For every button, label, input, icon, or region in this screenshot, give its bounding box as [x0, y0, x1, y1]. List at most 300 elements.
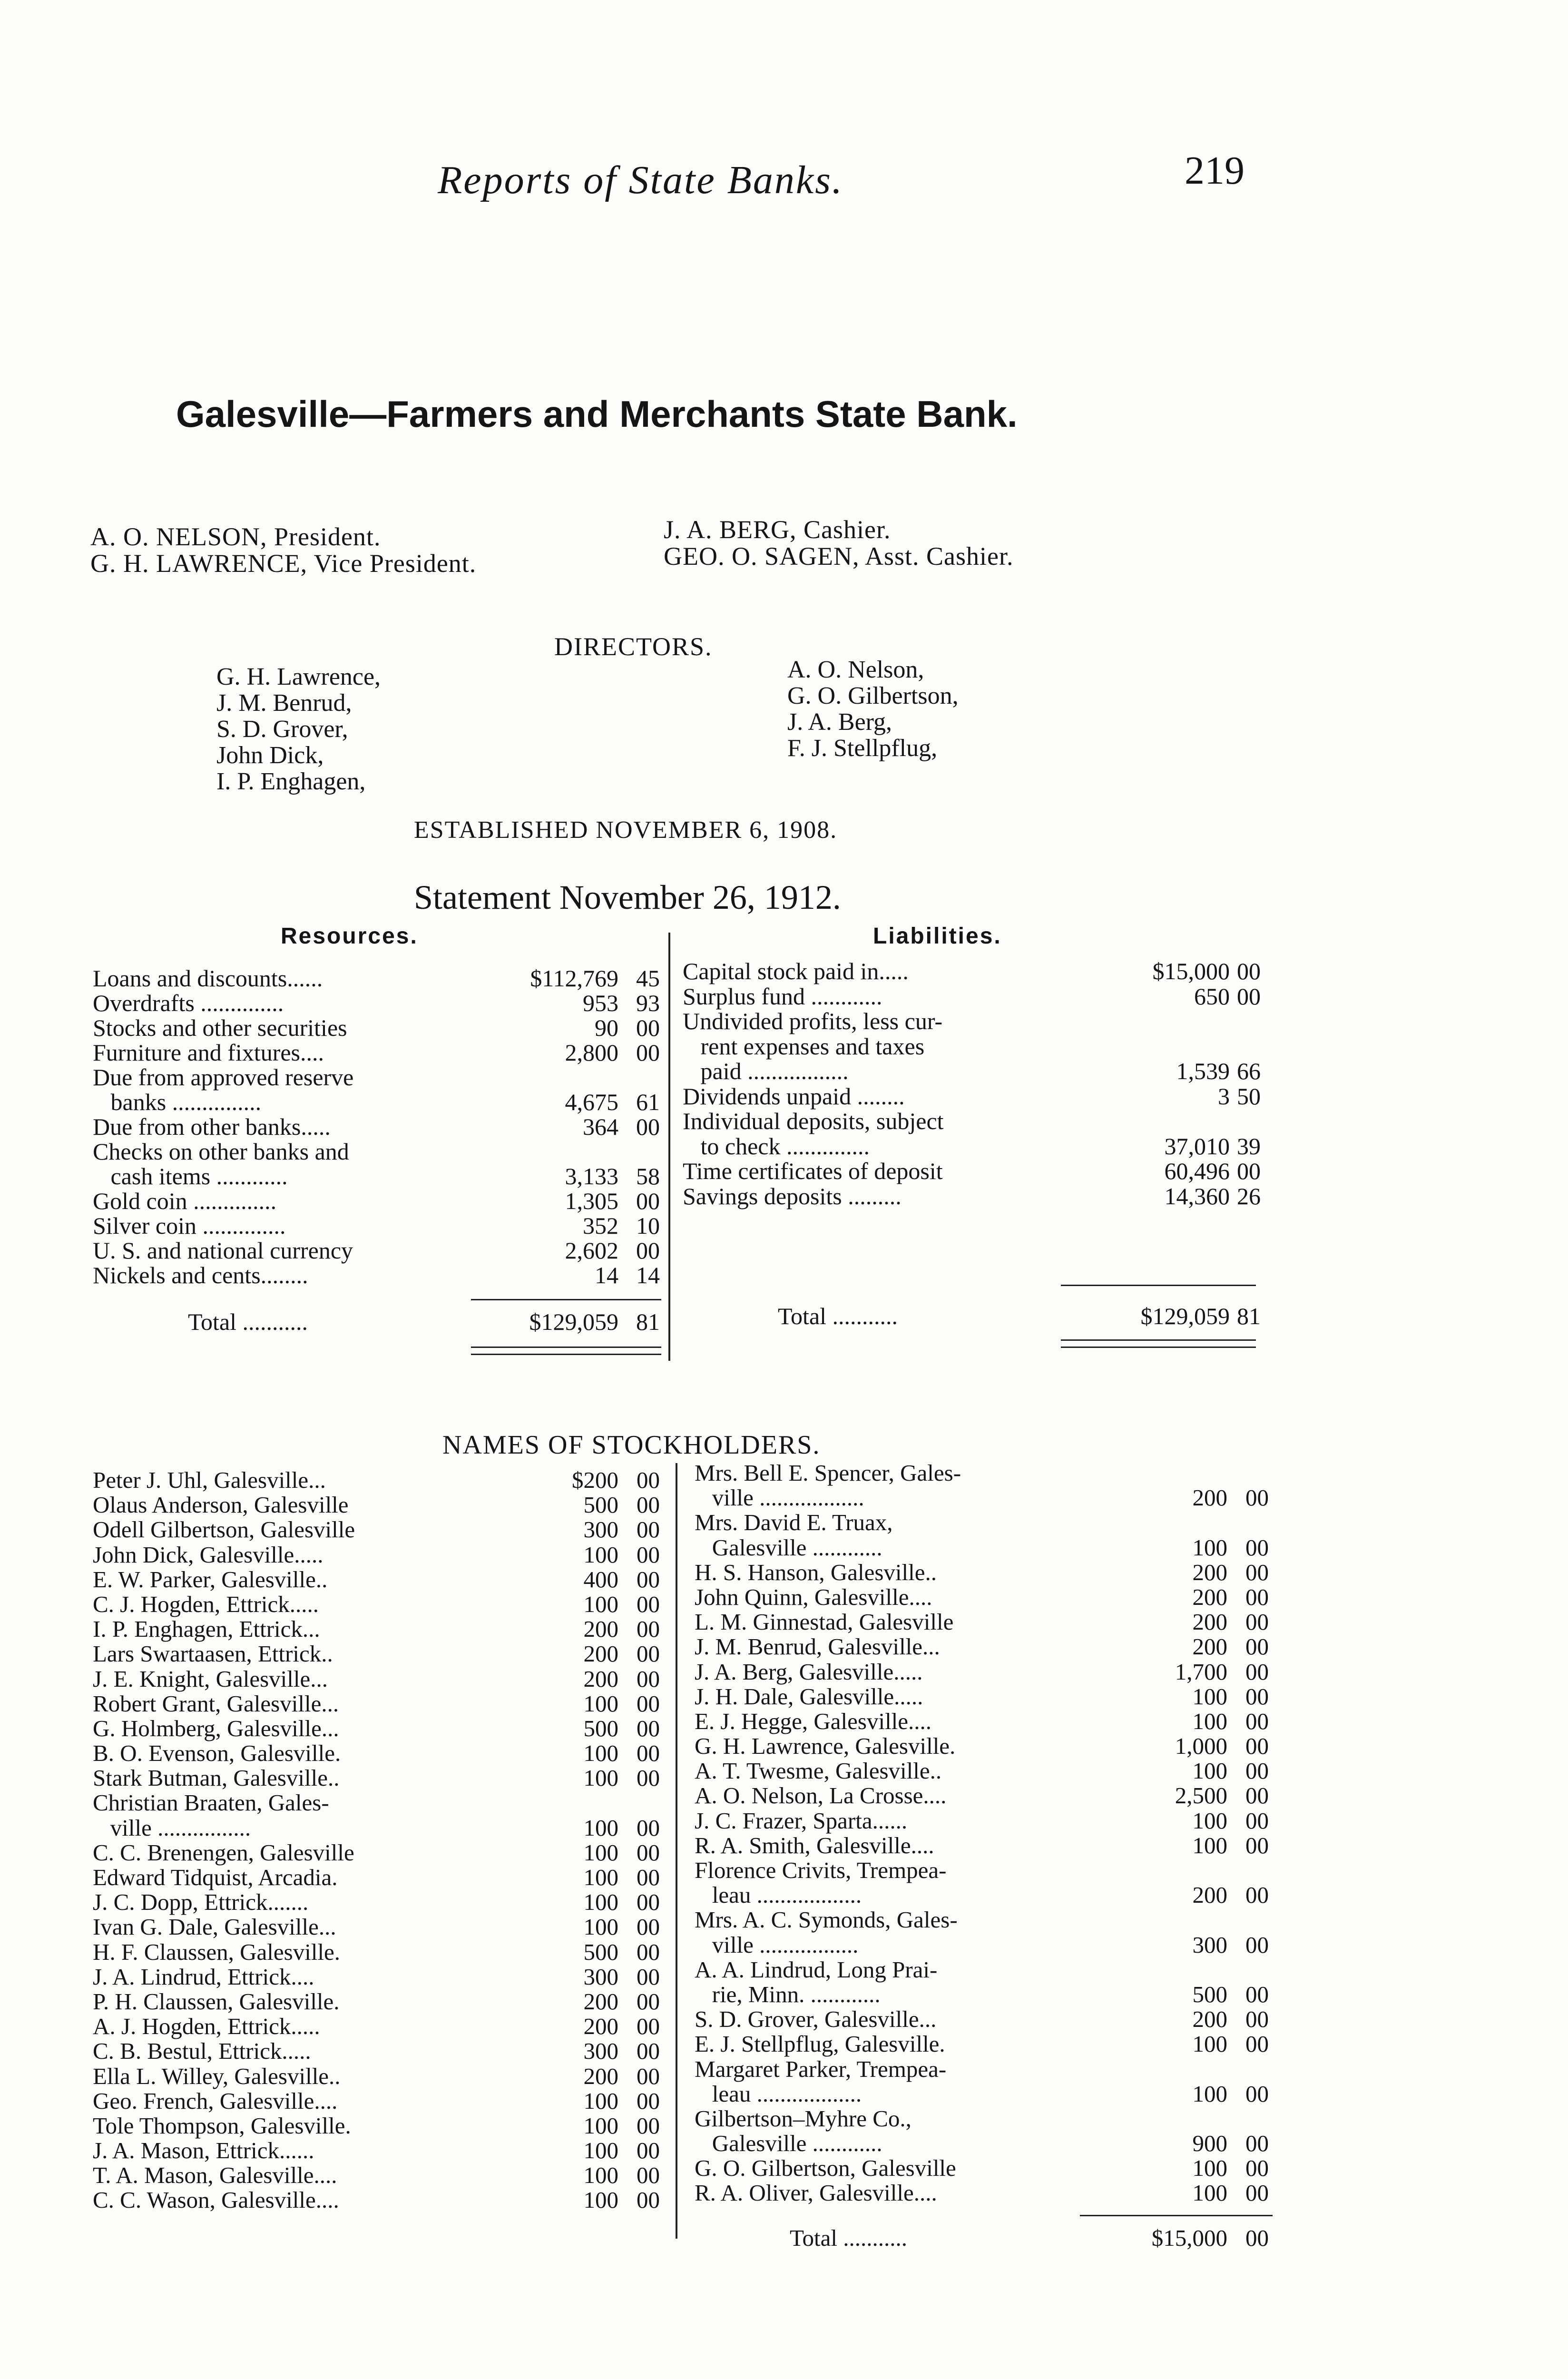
total-rule — [1080, 2215, 1273, 2216]
row-dollars: 100 — [583, 1765, 618, 1791]
row-cents: 00 — [1245, 1683, 1269, 1710]
row-dollars: 200 — [583, 2063, 618, 2089]
row-label: E. J. Hegge, Galesville.... — [695, 1708, 932, 1734]
table-row — [93, 1915, 664, 1939]
table-row — [683, 1059, 1263, 1084]
row-label: R. A. Smith, Galesville.... — [695, 1832, 934, 1858]
row-label: Due from other banks..... — [93, 1113, 331, 1140]
row-label: P. H. Claussen, Galesville. — [93, 1988, 340, 2015]
row-dollars: 1,700 — [1175, 1658, 1227, 1685]
row-dollars: $112,769 — [530, 965, 618, 992]
resources-heading: Resources. — [281, 924, 418, 949]
row-cents: 00 — [637, 1690, 660, 1717]
row-label: Galesville ............ — [695, 1534, 882, 1561]
table-row — [93, 1065, 664, 1090]
double-rule — [471, 1354, 661, 1355]
directors-heading: DIRECTORS. — [554, 632, 713, 661]
row-dollars: 1,000 — [1175, 1733, 1227, 1760]
row-label: John Quinn, Galesville.... — [695, 1583, 932, 1610]
row-label: Gilbertson–Myhre Co., — [695, 2105, 911, 2132]
row-cents: 00 — [1245, 1931, 1269, 1958]
row-label: T. A. Mason, Galesville.... — [93, 2162, 337, 2189]
row-label: Time certificates of deposit — [683, 1158, 943, 1184]
row-dollars: 100 — [583, 1889, 618, 1916]
row-cents: 00 — [637, 2087, 660, 2114]
table-row — [695, 2131, 1273, 2156]
row-cents: 00 — [1245, 2130, 1269, 2157]
resources-table — [93, 966, 664, 1288]
row-label: J. C. Dopp, Ettrick....... — [93, 1889, 309, 1916]
table-row — [93, 1592, 664, 1617]
table-row — [695, 2032, 1273, 2056]
row-cents: 00 — [1245, 2031, 1269, 2057]
directors-left — [216, 664, 381, 795]
row-label: H. S. Hanson, Galesville.. — [695, 1559, 937, 1585]
row-cents: 00 — [1237, 983, 1261, 1010]
table-row — [93, 1617, 664, 1642]
row-label: R. A. Oliver, Galesville.... — [695, 2180, 937, 2206]
row-label: Olaus Anderson, Galesville — [93, 1492, 349, 1518]
row-label: E. W. Parker, Galesville.. — [93, 1566, 328, 1593]
row-cents: 00 — [1245, 1832, 1269, 1858]
row-cents: 00 — [637, 1839, 660, 1866]
table-row — [695, 1982, 1273, 2007]
table-row — [695, 1734, 1273, 1759]
liabilities-heading: Liabilities. — [873, 924, 1002, 949]
row-dollars: 100 — [583, 2187, 618, 2213]
row-dollars: 500 — [583, 1492, 618, 1518]
table-row — [695, 1809, 1273, 1833]
table-row — [683, 1034, 1263, 1059]
row-label: L. M. Ginnestad, Galesville — [695, 1609, 954, 1635]
table-row — [695, 1783, 1273, 1808]
director-name: G. H. Lawrence, — [216, 663, 381, 690]
table-row — [93, 1263, 664, 1288]
table-row — [93, 1940, 664, 1965]
table-row — [93, 1989, 664, 2014]
row-dollars: 200 — [583, 1616, 618, 1642]
row-label: rie, Minn. ............ — [695, 1981, 881, 2007]
double-rule — [1061, 1339, 1256, 1341]
double-rule — [1061, 1347, 1256, 1348]
row-label: G. H. Lawrence, Galesville. — [695, 1733, 956, 1760]
row-label: cash items ............ — [93, 1163, 288, 1190]
total-label: Total ........... — [188, 1308, 308, 1335]
table-row — [93, 1816, 664, 1840]
row-cents: 00 — [1245, 1708, 1269, 1734]
row-label: Undivided profits, less cur- — [683, 1008, 943, 1034]
row-cents: 00 — [637, 1541, 660, 1568]
total-label: Total ........... — [790, 2225, 907, 2251]
row-label: J. E. Knight, Galesville... — [93, 1665, 328, 1692]
row-cents: 00 — [637, 1938, 660, 1965]
row-cents: 58 — [636, 1163, 660, 1190]
row-dollars: 300 — [583, 1516, 618, 1543]
table-row — [93, 1213, 664, 1238]
row-label: rent expenses and taxes — [683, 1032, 925, 1060]
total-row — [683, 1304, 1263, 1332]
bank-title: Galesville—Farmers and Merchants State Bank. — [176, 393, 1018, 435]
row-label: U. S. and national currency — [93, 1237, 353, 1264]
row-dollars: 60,496 — [1164, 1158, 1230, 1184]
row-dollars: $15,000 — [1152, 958, 1230, 984]
table-row — [695, 2082, 1273, 2106]
row-dollars: 100 — [1192, 1708, 1227, 1734]
column-divider — [668, 933, 670, 1361]
table-row — [695, 2007, 1273, 2032]
table-row — [93, 1238, 664, 1263]
table-row — [695, 1461, 1273, 1485]
row-label: Tole Thompson, Galesville. — [93, 2112, 351, 2139]
table-row — [93, 2138, 664, 2163]
row-label: Furniture and fixtures.... — [93, 1039, 324, 1066]
table-row — [695, 1883, 1273, 1907]
table-row — [695, 1858, 1273, 1883]
stockholders-right — [695, 1461, 1273, 2206]
row-dollars: 100 — [583, 1914, 618, 1940]
row-cents: 00 — [1245, 1658, 1269, 1685]
row-dollars: 200 — [583, 1641, 618, 1667]
table-row — [695, 1907, 1273, 1932]
table-row — [93, 1164, 664, 1189]
row-dollars: 352 — [583, 1212, 618, 1239]
table-row — [93, 1691, 664, 1716]
row-cents: 00 — [637, 1914, 660, 1940]
row-cents: 00 — [1245, 1484, 1269, 1511]
row-cents: 50 — [1237, 1082, 1261, 1110]
row-label: Due from approved reserve — [93, 1064, 354, 1091]
officer-cashier: J. A. BERG, Cashier. — [664, 515, 891, 544]
row-cents: 00 — [637, 2162, 660, 2189]
established-date: ESTABLISHED NOVEMBER 6, 1908. — [414, 816, 838, 844]
row-dollars: 100 — [1192, 1758, 1227, 1784]
row-cents: 00 — [637, 1889, 660, 1916]
row-label: S. D. Grover, Galesville... — [695, 2006, 937, 2033]
row-dollars: 200 — [1192, 1484, 1227, 1511]
row-label: Ella L. Willey, Galesville.. — [93, 2063, 341, 2089]
row-label: J. H. Dale, Galesville..... — [695, 1683, 923, 1710]
row-label: I. P. Enghagen, Ettrick... — [93, 1616, 320, 1642]
row-dollars: 100 — [583, 2087, 618, 2114]
row-dollars: 100 — [1192, 1534, 1227, 1561]
total-row — [695, 2226, 1273, 2254]
table-row — [93, 966, 664, 991]
director-name: G. O. Gilbertson, — [787, 682, 959, 709]
row-cents: 10 — [636, 1212, 660, 1239]
row-cents: 45 — [636, 965, 660, 992]
row-dollars: 650 — [1194, 983, 1230, 1010]
row-label: J. M. Benrud, Galesville... — [695, 1633, 940, 1660]
row-dollars: 100 — [583, 2112, 618, 2139]
table-row — [93, 1766, 664, 1790]
row-cents: 00 — [1245, 2180, 1269, 2206]
stockholders-left — [93, 1468, 664, 2213]
double-rule — [471, 1347, 661, 1348]
row-dollars: 100 — [583, 1541, 618, 1568]
row-cents: 00 — [637, 1591, 660, 1617]
row-label: Stark Butman, Galesville.. — [93, 1765, 340, 1791]
row-cents: 00 — [1237, 1158, 1261, 1184]
table-row — [93, 1965, 664, 1989]
row-label: ville .................. — [695, 1484, 864, 1511]
row-cents: 14 — [636, 1262, 660, 1288]
table-row — [695, 1957, 1273, 1982]
row-dollars: 2,800 — [565, 1039, 618, 1066]
table-row — [93, 1114, 664, 1139]
row-cents: 00 — [1245, 1559, 1269, 1585]
row-label: C. J. Hogden, Ettrick..... — [93, 1591, 319, 1617]
row-dollars: 100 — [1192, 1832, 1227, 1858]
row-dollars: 14,360 — [1164, 1182, 1230, 1209]
table-row — [695, 1535, 1273, 1560]
table-row — [695, 1933, 1273, 1957]
row-cents: 00 — [1245, 2155, 1269, 2182]
row-cents: 00 — [1245, 1633, 1269, 1660]
total-cents: 81 — [1237, 1303, 1261, 1329]
table-row — [683, 1134, 1263, 1159]
liabilities-table — [683, 959, 1263, 1209]
table-row — [695, 1833, 1273, 1858]
table-row — [93, 1189, 664, 1213]
row-label: Capital stock paid in..... — [683, 958, 909, 984]
running-head: Reports of State Banks. — [438, 158, 843, 202]
row-dollars: 100 — [583, 1839, 618, 1866]
row-dollars: 400 — [583, 1566, 618, 1593]
table-row — [93, 1890, 664, 1915]
row-dollars: 100 — [583, 1814, 618, 1841]
row-dollars: 100 — [583, 2162, 618, 2189]
row-label: Florence Crivits, Trempea- — [695, 1857, 947, 1883]
row-dollars: 200 — [1192, 1882, 1227, 1908]
row-label: J. A. Berg, Galesville..... — [695, 1658, 923, 1685]
table-row — [93, 1667, 664, 1691]
row-cents: 00 — [1245, 1882, 1269, 1908]
table-row — [695, 2106, 1273, 2131]
row-cents: 00 — [637, 2187, 660, 2213]
row-cents: 00 — [1245, 1534, 1269, 1561]
row-dollars: 2,602 — [565, 1237, 618, 1264]
resources-total — [93, 1309, 664, 1338]
table-row — [695, 1684, 1273, 1709]
row-dollars: 100 — [583, 1591, 618, 1617]
row-dollars: 4,675 — [565, 1089, 618, 1115]
row-cents: 00 — [637, 1516, 660, 1543]
table-row — [683, 984, 1263, 1009]
director-name: John Dick, — [216, 742, 324, 769]
table-row — [683, 1009, 1263, 1034]
table-row — [93, 2114, 664, 2138]
table-row — [93, 1493, 664, 1517]
row-cents: 00 — [1245, 1782, 1269, 1809]
row-label: G. O. Gilbertson, Galesville — [695, 2155, 956, 2182]
row-cents: 00 — [637, 1641, 660, 1667]
row-label: C. C. Brenengen, Galesville — [93, 1839, 354, 1866]
row-cents: 00 — [637, 1566, 660, 1593]
row-label: to check .............. — [683, 1132, 870, 1160]
row-label: E. J. Stellpflug, Galesville. — [695, 2031, 945, 2057]
table-row — [695, 1585, 1273, 1610]
row-cents: 26 — [1237, 1182, 1261, 1209]
table-row — [683, 1084, 1263, 1109]
row-cents: 00 — [1245, 2080, 1269, 2107]
table-row — [93, 2188, 664, 2212]
director-name: A. O. Nelson, — [787, 656, 924, 683]
row-cents: 00 — [636, 1014, 660, 1041]
row-cents: 00 — [636, 1039, 660, 1066]
total-dollars: $15,000 — [1151, 2225, 1227, 2251]
row-dollars: 100 — [1192, 2031, 1227, 2057]
row-cents: 93 — [636, 990, 660, 1016]
row-dollars: 200 — [1192, 1559, 1227, 1585]
director-name: I. P. Enghagen, — [216, 768, 366, 795]
row-label: banks ............... — [93, 1089, 262, 1115]
director-name: S. D. Grover, — [216, 716, 348, 743]
row-label: G. Holmberg, Galesville... — [93, 1715, 339, 1741]
row-cents: 00 — [636, 1237, 660, 1264]
table-row — [93, 2089, 664, 2114]
table-row — [93, 991, 664, 1015]
row-cents: 00 — [637, 1616, 660, 1642]
table-row — [695, 1709, 1273, 1734]
table-row — [93, 1790, 664, 1815]
row-label: Surplus fund ............ — [683, 983, 882, 1010]
total-dollars: $129,059 — [529, 1308, 618, 1335]
table-row — [683, 1184, 1263, 1209]
row-dollars: 200 — [583, 1665, 618, 1692]
row-dollars: 200 — [583, 1988, 618, 2015]
row-label: Ivan G. Dale, Galesville... — [93, 1914, 336, 1940]
table-row — [93, 1090, 664, 1114]
row-dollars: 100 — [583, 1740, 618, 1767]
total-cents: 81 — [636, 1308, 660, 1335]
row-cents: 00 — [637, 2137, 660, 2164]
row-dollars: 200 — [1192, 1609, 1227, 1635]
total-dollars: $129,059 — [1140, 1303, 1230, 1329]
row-dollars: 100 — [1192, 1683, 1227, 1710]
row-dollars: 300 — [583, 1963, 618, 1990]
director-name: F. J. Stellpflug, — [787, 735, 938, 762]
officer-president: A. O. NELSON, President. — [90, 522, 381, 551]
row-label: Dividends unpaid ........ — [683, 1082, 905, 1110]
row-label: Mrs. A. C. Symonds, Gales- — [695, 1907, 958, 1933]
row-cents: 00 — [637, 2063, 660, 2089]
row-dollars: 1,539 — [1176, 1058, 1230, 1084]
table-row — [695, 1660, 1273, 1684]
row-dollars: 500 — [583, 1715, 618, 1741]
row-label: Overdrafts .............. — [93, 990, 284, 1016]
row-cents: 00 — [637, 2038, 660, 2064]
row-dollars: 100 — [1192, 2080, 1227, 2107]
row-label: Savings deposits ......... — [683, 1182, 902, 1209]
table-row — [93, 1139, 664, 1164]
row-cents: 00 — [1237, 958, 1261, 984]
row-cents: 00 — [637, 1467, 660, 1493]
row-label: Christian Braaten, Gales- — [93, 1789, 329, 1816]
row-cents: 00 — [637, 1814, 660, 1841]
table-row — [695, 1759, 1273, 1783]
total-cents: 00 — [1245, 2225, 1269, 2251]
row-label: C. C. Wason, Galesville.... — [93, 2187, 339, 2213]
row-cents: 66 — [1237, 1058, 1261, 1084]
total-label: Total ........... — [778, 1303, 898, 1329]
row-cents: 00 — [1245, 1807, 1269, 1834]
row-label: Geo. French, Galesville.... — [93, 2087, 338, 2114]
row-label: J. A. Mason, Ettrick...... — [93, 2137, 314, 2164]
table-row — [93, 1567, 664, 1592]
row-cents: 61 — [636, 1089, 660, 1115]
table-row — [683, 1109, 1263, 1134]
row-cents: 00 — [637, 1963, 660, 1990]
row-cents: 00 — [636, 1113, 660, 1140]
officer-vice-president: G. H. LAWRENCE, Vice President. — [90, 549, 477, 578]
table-row — [695, 1485, 1273, 1510]
row-cents: 00 — [637, 1988, 660, 2015]
table-row — [93, 1468, 664, 1493]
table-row — [695, 2057, 1273, 2082]
total-rule — [1061, 1285, 1256, 1286]
liabilities-total — [683, 1304, 1263, 1332]
row-label: ville ................. — [695, 1931, 859, 1958]
row-label: A. A. Lindrud, Long Prai- — [695, 1956, 938, 1983]
row-label: paid ................. — [683, 1058, 849, 1084]
row-dollars: 300 — [583, 2038, 618, 2064]
row-label: leau .................. — [695, 2080, 862, 2107]
row-label: leau .................. — [695, 1882, 862, 1908]
row-cents: 00 — [1245, 1758, 1269, 1784]
row-label: Edward Tidquist, Arcadia. — [93, 1864, 338, 1890]
table-row — [93, 2064, 664, 2089]
row-cents: 00 — [637, 1492, 660, 1518]
director-name: J. M. Benrud, — [216, 689, 352, 717]
row-dollars: 100 — [583, 1690, 618, 1717]
officers-left — [90, 523, 476, 577]
row-label: Silver coin .............. — [93, 1212, 286, 1239]
row-cents: 00 — [637, 2013, 660, 2040]
row-dollars: 90 — [595, 1014, 618, 1041]
total-row — [93, 1309, 664, 1338]
row-cents: 00 — [637, 1765, 660, 1791]
row-cents: 00 — [1245, 1981, 1269, 2007]
row-label: Stocks and other securities — [93, 1014, 347, 1041]
column-divider — [676, 1463, 677, 2239]
row-cents: 00 — [636, 1188, 660, 1214]
row-cents: 00 — [1245, 1583, 1269, 1610]
row-dollars: 100 — [1192, 2180, 1227, 2206]
row-label: Peter J. Uhl, Galesville... — [93, 1467, 326, 1493]
director-name: J. A. Berg, — [787, 708, 892, 736]
table-row — [93, 1015, 664, 1040]
table-row — [695, 1510, 1273, 1535]
table-row — [93, 2039, 664, 2064]
row-dollars: 3,133 — [565, 1163, 618, 1190]
row-cents: 00 — [637, 1665, 660, 1692]
row-label: Galesville ............ — [695, 2130, 882, 2157]
row-dollars: 200 — [1192, 1633, 1227, 1660]
table-row — [683, 959, 1263, 984]
table-row — [93, 1543, 664, 1567]
row-label: A. J. Hogden, Ettrick..... — [93, 2013, 320, 2040]
row-label: Checks on other banks and — [93, 1138, 349, 1165]
row-label: B. O. Evenson, Galesville. — [93, 1740, 341, 1767]
row-dollars: 14 — [595, 1262, 618, 1288]
table-row — [695, 1634, 1273, 1659]
table-row — [695, 1610, 1273, 1634]
row-label: Individual deposits, subject — [683, 1108, 944, 1134]
row-dollars: 900 — [1192, 2130, 1227, 2157]
row-label: John Dick, Galesville..... — [93, 1541, 323, 1568]
row-cents: 00 — [1245, 2006, 1269, 2033]
row-dollars: 200 — [1192, 2006, 1227, 2033]
